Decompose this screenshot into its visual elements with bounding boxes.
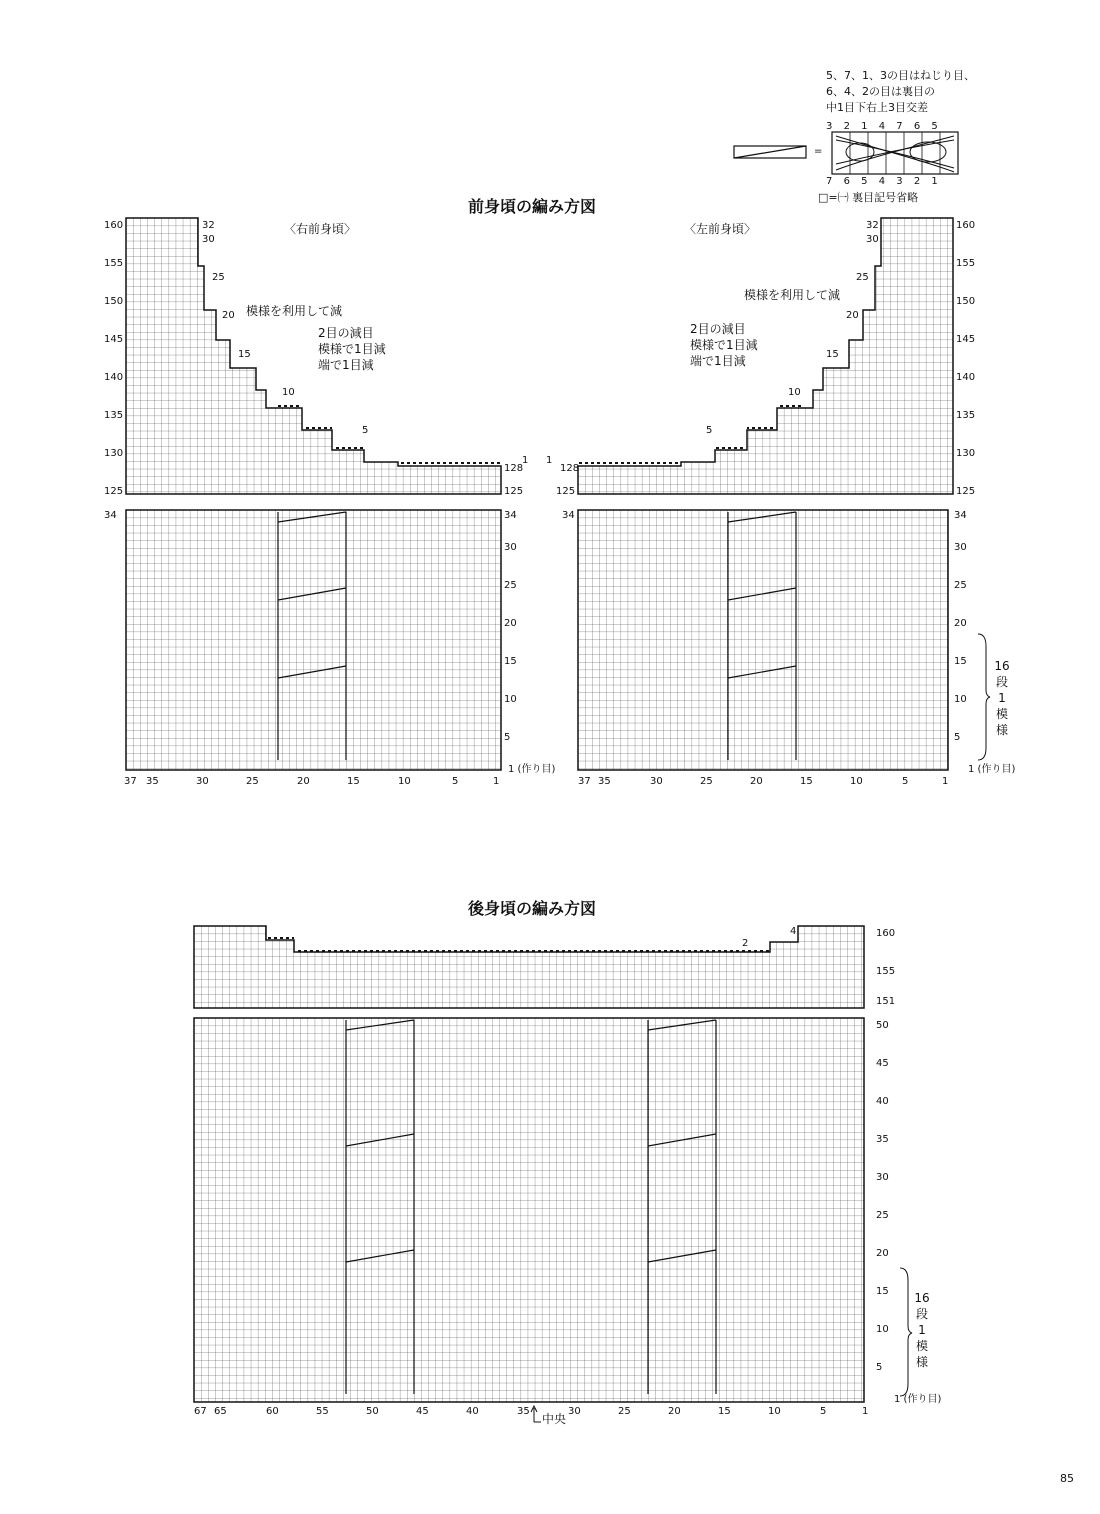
repeat-note-char: 模 — [915, 1339, 928, 1353]
col-label: 45 — [416, 1406, 429, 1417]
legend-top-number: 3 — [826, 121, 833, 132]
col-label: 37 — [124, 776, 137, 787]
step-label: 20 — [222, 310, 235, 321]
legend-top-number: 1 — [861, 121, 868, 132]
legend-top-numbers — [826, 121, 938, 132]
back-upper-chart — [194, 926, 874, 1016]
col-label: 15 — [718, 1406, 731, 1417]
row-label: 25 — [504, 580, 517, 591]
row-label: 130 — [104, 448, 124, 459]
legend-bottom-number: 3 — [896, 176, 903, 187]
row-label: 25 — [876, 1210, 889, 1221]
row-label: 34 — [562, 510, 575, 521]
row-label: 10 — [504, 694, 517, 705]
step-label: 4 — [790, 926, 797, 937]
row-label: 125 — [556, 486, 576, 497]
legend-top-number: 6 — [913, 121, 921, 132]
col-label: 30 — [196, 776, 209, 787]
decrease-note-line2: 模様で1目減 — [690, 338, 758, 352]
center-arrow — [528, 1404, 542, 1428]
col-label: 10 — [768, 1406, 781, 1417]
legend-line-1: 5、7、1、3の目はねじり目、 — [826, 69, 975, 82]
legend-bottom-number: 4 — [878, 176, 886, 187]
row-label: 40 — [876, 1096, 889, 1107]
row-label: 150 — [956, 296, 976, 307]
row-label: 128 — [504, 463, 524, 474]
row-label: 15 — [876, 1286, 889, 1297]
row-label: 35 — [876, 1134, 889, 1145]
legend-bottom-number: 1 — [931, 176, 938, 187]
col-label: 30 — [568, 1406, 581, 1417]
row-label: 10 — [876, 1324, 889, 1335]
col-label: 25 — [246, 776, 259, 787]
row-label: 5 — [504, 732, 511, 743]
pattern-decrease-note: 模様を利用して減 — [246, 304, 343, 318]
decrease-note-line2: 模様で1目減 — [318, 342, 386, 356]
row-label: 10 — [954, 694, 967, 705]
row-label: 140 — [104, 372, 124, 383]
legend-line-3: 中1目下右上3目交差 — [826, 101, 928, 114]
legend-equals: = — [814, 146, 823, 157]
col-label: 50 — [366, 1406, 379, 1417]
col-label: 10 — [850, 776, 863, 787]
col-label: 30 — [650, 776, 663, 787]
step-label: 1 — [546, 455, 553, 466]
purl-omitted-note: □=㈠ 裏目記号省略 — [818, 191, 919, 204]
col-label: 25 — [618, 1406, 631, 1417]
decrease-note-line3: 端で1目減 — [690, 354, 746, 368]
row-label: 50 — [876, 1020, 889, 1031]
left-front-label: 〈左前身頃〉 — [684, 222, 757, 236]
step-label: 25 — [212, 272, 225, 283]
legend-bottom-numbers — [826, 176, 938, 187]
row-label: 130 — [956, 448, 976, 459]
step-label: 20 — [846, 310, 859, 321]
cast-on-label: 1 (作り目) — [508, 764, 556, 775]
col-label: 1 — [942, 776, 949, 787]
legend-bottom-number: 2 — [913, 176, 921, 187]
row-label: 125 — [956, 486, 976, 497]
step-label: 32 — [866, 220, 879, 231]
back-lower-chart — [194, 1018, 874, 1404]
repeat-note-char: 段 — [915, 1307, 928, 1321]
row-label: 125 — [504, 486, 524, 497]
step-label: 5 — [362, 425, 369, 436]
page-number: 85 — [1060, 1472, 1074, 1485]
right-front-label: 〈右前身頃〉 — [284, 222, 357, 236]
step-label: 30 — [866, 234, 879, 245]
row-label: 160 — [104, 220, 124, 231]
col-label: 25 — [700, 776, 713, 787]
row-label: 20 — [954, 618, 967, 629]
row-label: 155 — [956, 258, 976, 269]
repeat-note-char: 16 — [994, 659, 1010, 673]
step-label: 5 — [706, 425, 713, 436]
row-label: 20 — [504, 618, 517, 629]
step-label: 25 — [856, 272, 869, 283]
row-label: 155 — [876, 966, 896, 977]
row-label: 160 — [876, 928, 896, 939]
row-label: 145 — [104, 334, 124, 345]
col-label: 5 — [820, 1406, 827, 1417]
front-repeat-note — [994, 658, 1010, 738]
cast-on-label: 1 (作り目) — [968, 764, 1016, 775]
row-label: 30 — [504, 542, 517, 553]
col-label: 35 — [517, 1406, 530, 1417]
back-chart-title: 後身頃の編み方図 — [468, 899, 597, 918]
row-label: 30 — [954, 542, 967, 553]
row-label: 20 — [876, 1248, 889, 1259]
pattern-decrease-note: 模様を利用して減 — [744, 288, 841, 302]
step-label: 15 — [238, 349, 251, 360]
col-label: 35 — [598, 776, 611, 787]
row-label: 145 — [956, 334, 976, 345]
col-label: 15 — [347, 776, 360, 787]
row-label: 5 — [954, 732, 961, 743]
repeat-note-char: 16 — [914, 1291, 930, 1305]
step-label: 1 — [522, 455, 529, 466]
col-label: 1 — [493, 776, 500, 787]
row-label: 5 — [876, 1362, 883, 1373]
row-label: 34 — [954, 510, 967, 521]
legend-line-2: 6、4、2の目は裏目の — [826, 85, 935, 98]
row-label: 151 — [876, 996, 896, 1007]
repeat-note-char: 段 — [995, 675, 1008, 689]
row-label: 155 — [104, 258, 124, 269]
row-label: 45 — [876, 1058, 889, 1069]
step-label: 2 — [742, 938, 749, 949]
row-label: 34 — [104, 510, 117, 521]
row-label: 125 — [104, 486, 124, 497]
col-label: 40 — [466, 1406, 479, 1417]
col-label: 37 — [578, 776, 591, 787]
row-label: 140 — [956, 372, 976, 383]
decrease-note-line1: 2目の減目 — [318, 326, 374, 340]
row-label: 160 — [956, 220, 976, 231]
left-front-upper-chart — [578, 218, 958, 498]
repeat-brace — [898, 1266, 912, 1400]
step-label: 10 — [788, 387, 801, 398]
legend-bottom-number: 5 — [861, 176, 868, 187]
row-label: 15 — [954, 656, 967, 667]
col-label: 60 — [266, 1406, 279, 1417]
decrease-note-line3: 端で1目減 — [318, 358, 374, 372]
col-label: 67 — [194, 1406, 207, 1417]
center-label: 中央 — [542, 1412, 567, 1426]
row-label: 15 — [504, 656, 517, 667]
col-label: 35 — [146, 776, 159, 787]
legend-bottom-number: 6 — [843, 176, 850, 187]
col-label: 10 — [398, 776, 411, 787]
repeat-note-char: 1 — [918, 1323, 926, 1337]
legend-top-number: 2 — [843, 121, 850, 132]
col-label: 5 — [902, 776, 909, 787]
repeat-note-char: 1 — [998, 691, 1006, 705]
col-label: 20 — [750, 776, 763, 787]
col-label: 20 — [668, 1406, 681, 1417]
step-label: 32 — [202, 220, 215, 231]
row-label: 135 — [104, 410, 124, 421]
col-label: 55 — [316, 1406, 329, 1417]
row-label: 135 — [956, 410, 976, 421]
col-label: 5 — [452, 776, 459, 787]
repeat-note-char: 様 — [915, 1355, 928, 1369]
col-label: 15 — [800, 776, 813, 787]
step-label: 10 — [282, 387, 295, 398]
legend-top-number: 7 — [896, 121, 903, 132]
right-front-upper-chart — [126, 218, 506, 498]
legend-top-number: 5 — [931, 121, 938, 132]
row-label: 34 — [504, 510, 517, 521]
repeat-brace — [976, 632, 990, 762]
row-label: 30 — [876, 1172, 889, 1183]
row-label: 128 — [560, 463, 580, 474]
legend-top-number: 4 — [878, 121, 886, 132]
step-label: 15 — [826, 349, 839, 360]
back-repeat-note — [914, 1290, 930, 1370]
repeat-note-char: 様 — [995, 723, 1008, 737]
cast-on-label: 1 (作り目) — [894, 1394, 942, 1405]
decrease-note-line1: 2目の減目 — [690, 322, 746, 336]
col-label: 65 — [214, 1406, 227, 1417]
col-label: 1 — [862, 1406, 869, 1417]
repeat-note-char: 模 — [995, 707, 1008, 721]
col-label: 20 — [297, 776, 310, 787]
row-label: 25 — [954, 580, 967, 591]
legend-bottom-number: 7 — [826, 176, 833, 187]
row-label: 150 — [104, 296, 124, 307]
right-front-lower-chart — [126, 510, 506, 772]
front-chart-title: 前身頃の編み方図 — [468, 197, 597, 216]
step-label: 30 — [202, 234, 215, 245]
